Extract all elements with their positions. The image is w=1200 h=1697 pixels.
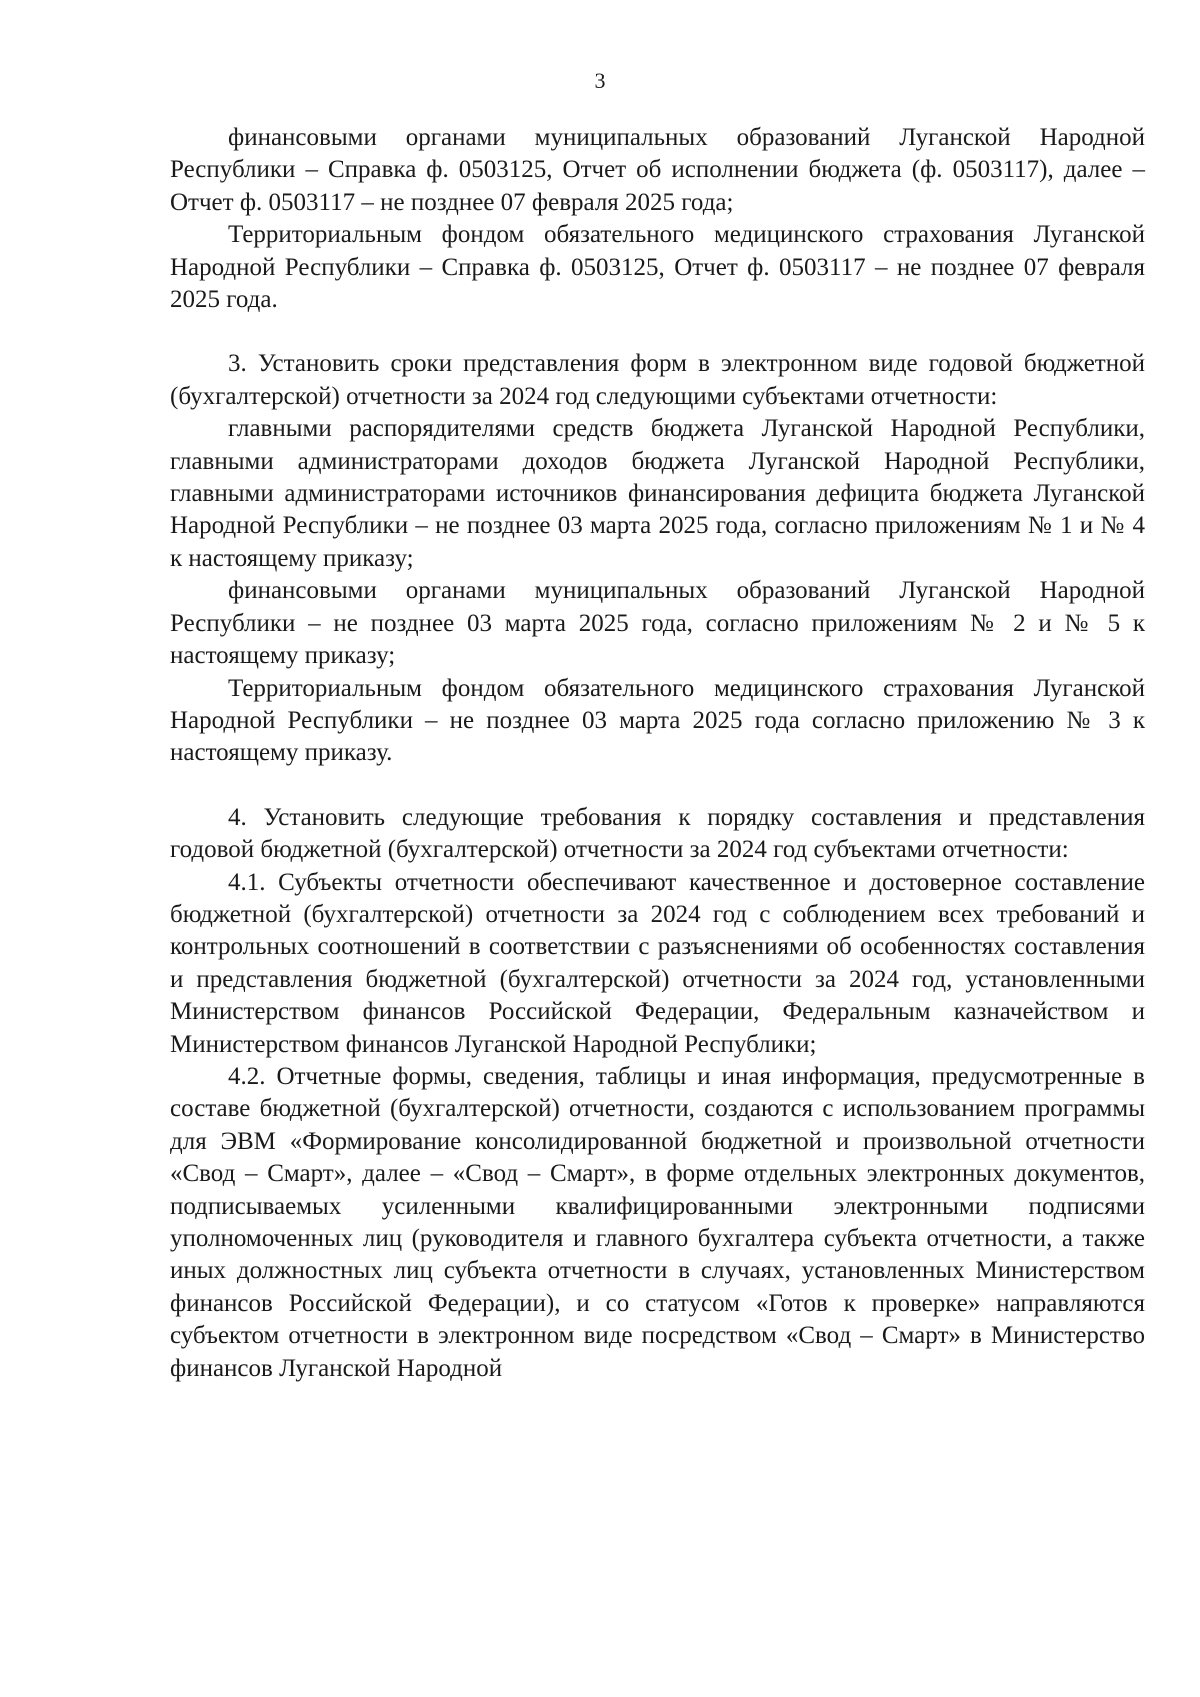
paragraph-territorial-fund: Территориальным фондом обязательного медицинского страхования Луганской Народной Республики – не позднее 03 марта 2025 года согласно приложению № 3 к настоящему приказу. [170, 674, 1145, 767]
paragraph-item-4-2: 4.2. Отчетные формы, сведения, таблицы и иная информация, предусмотренные в составе бюджетной (бухгалтерской) отчетности, создаются с использованием программы для ЭВМ «Формирование консолидированной бюджетной и произвольной отчетности «Свод – Смарт», далее – «Свод – Смарт», в форме отдельных электронных документов, подписываемых усиленными квалифицированными электронными подписями уполномоченных лиц (руководителя и главного бухгалтера субъекта отчетности, а также иных должностных лиц субъекта отчетности в случаях, установленных Министерством финансов Российской Федерации), и со статусом «Готов к проверке» направляются субъектом отчетности в электронном виде посредством «Свод – Смарт» в Министерство финансов Луганской Народной [170, 1062, 1145, 1382]
paragraph-financial-bodies-deadline: финансовыми органами муниципальных образований Луганской Народной Республики – Справка ф. 0503125, Отчет об исполнении бюджета (ф. 0503117), далее – Отчет ф. 0503117 – не позднее 07 февраля 2025 года; [170, 124, 1145, 216]
paragraph-insurance-fund-deadline: Территориальным фондом обязательного медицинского страхования Луганской Народной Республики – Справка ф. 0503125, Отчет ф. 0503117 – не позднее 07 февраля 2025 года. [170, 221, 1145, 314]
page-number: 3 [594, 68, 606, 93]
paragraph-item-4-1: 4.1. Субъекты отчетности обеспечивают качественное и достоверное составление бюджетной (бухгалтерской) отчетности за 2024 год с соблюдением всех требований и контрольных соотношений в соответствии с разъяснениями об особенностях составления и представления бюджетной (бухгалтерской) отчетности за 2024 год, установленными Министерством финансов Российской Федерации, Федеральным казначейством и Министерством финансов Луганской Народной Республики; [170, 868, 1145, 1058]
paragraph-municipal-financial-bodies: финансовыми органами муниципальных образований Луганской Народной Республики – не позднее 03 марта 2025 года, согласно приложениям № 2 и № 5 к настоящему приказу; [170, 577, 1145, 670]
paragraph-item-3: 3. Установить сроки представления форм в электронном виде годовой бюджетной (бухгалтерской) отчетности за 2024 год следующими субъектами отчетности: [170, 350, 1145, 410]
document-body [170, 122, 1145, 1385]
paragraph-item-4: 4. Установить следующие требования к порядку составления и представления годовой бюджетной (бухгалтерской) отчетности за 2024 год субъектами отчетности: [170, 803, 1145, 864]
paragraph-main-managers: главными распорядителями средств бюджета Луганской Народной Республики, главными администраторами доходов бюджета Луганской Народной Республики, главными администраторами источников финансирования дефицита бюджета Луганской Народной Республики – не позднее 03 марта 2025 года, согласно приложениям № 1 и № 4 к настоящему приказу; [170, 415, 1145, 572]
